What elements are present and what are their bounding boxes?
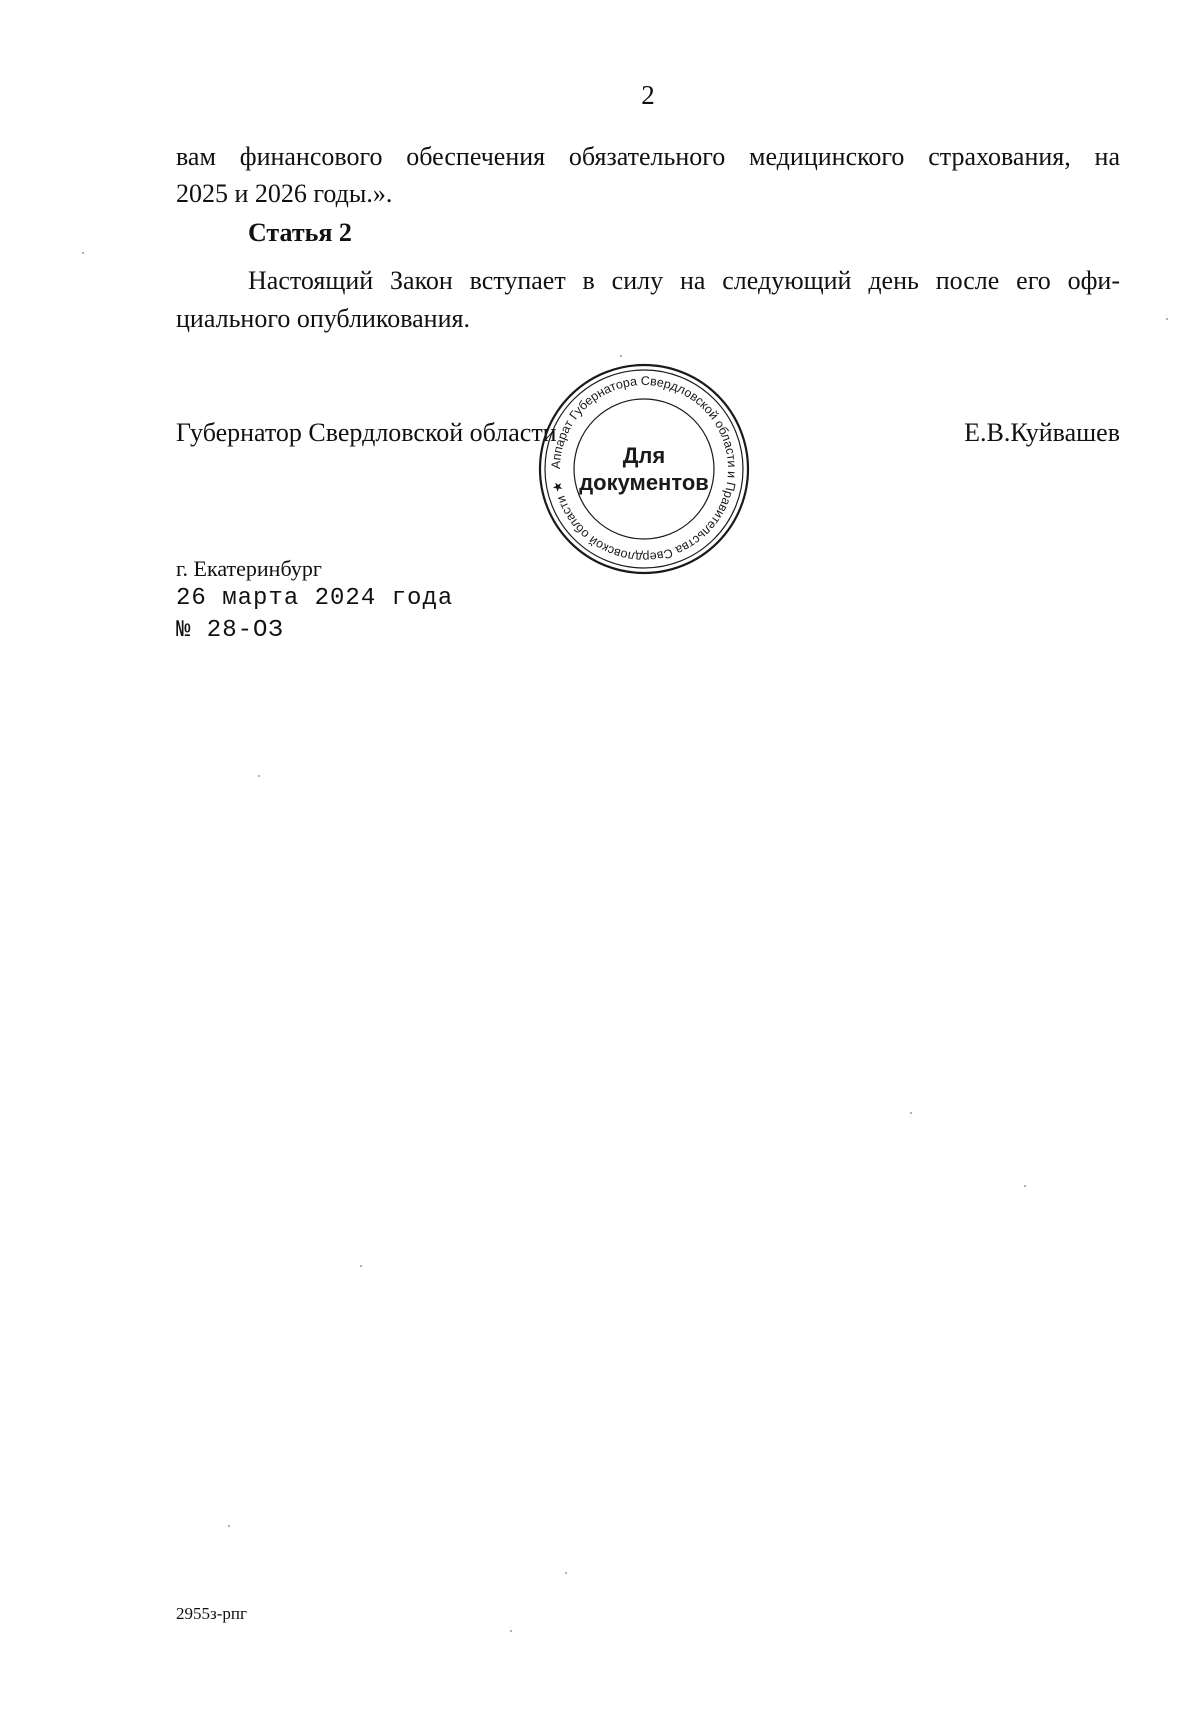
document-code: 2955з-рпг [176, 1604, 247, 1623]
signatory-title: Губернатор Свердловской области [176, 418, 557, 447]
article-heading: Статья 2 [248, 218, 352, 247]
date-line: 26 марта 2024 года [176, 585, 454, 612]
continuation-line-2: 2025 и 2026 годы.». [176, 179, 393, 208]
article-line-2: циального опубликования. [176, 304, 470, 333]
page-number: 2 [641, 80, 655, 110]
seal-center-line-1: Для [622, 443, 666, 468]
official-seal [537, 362, 751, 576]
seal-center-line-2: документов [579, 470, 709, 495]
city-line: г. Екатеринбург [176, 556, 322, 581]
scan-speck [360, 1265, 362, 1267]
scan-speck [510, 1630, 512, 1632]
signatory-name: Е.В.Куйвашев [964, 418, 1120, 447]
scan-speck [82, 252, 84, 254]
article-line-1: Настоящий Закон вступает в силу на следующий день после его офи- [248, 266, 1120, 295]
scan-speck [258, 775, 260, 777]
seal-ring-text: Аппарат Губернатора Свердловской области и Правительства Свердловской области ★ [548, 373, 740, 565]
scan-speck [620, 355, 622, 357]
scan-speck [565, 1572, 567, 1574]
continuation-paragraph [176, 138, 1120, 212]
article-body [176, 262, 1120, 338]
scan-speck [910, 1112, 912, 1114]
scan-speck [1024, 1185, 1026, 1187]
continuation-line-1: вам финансового обеспечения обязательного медицинского страхования, на [176, 142, 1120, 171]
law-number: № 28-ОЗ [176, 617, 284, 644]
scan-speck [1166, 318, 1168, 320]
scan-speck [228, 1525, 230, 1527]
svg-text:Аппарат Губернатора Свердловск [549, 374, 739, 564]
